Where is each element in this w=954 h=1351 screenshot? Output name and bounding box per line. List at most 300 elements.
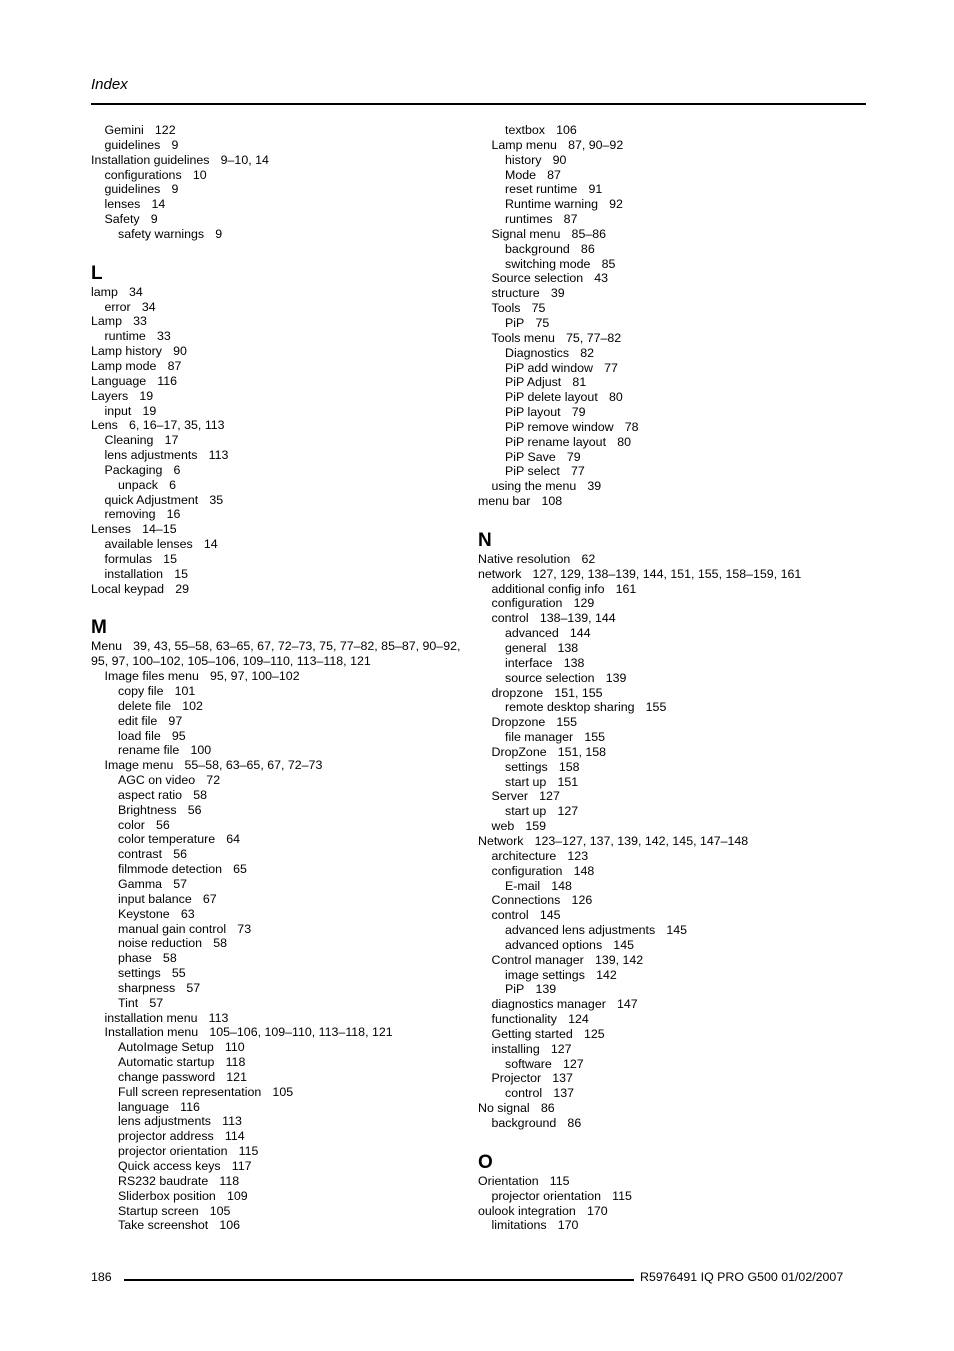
index-entry	[478, 745, 863, 760]
index-page-refs: 118	[219, 1173, 240, 1188]
index-entry	[478, 567, 863, 582]
header-rule	[91, 103, 866, 105]
index-column-right	[478, 123, 863, 1233]
index-term: configurations	[104, 167, 182, 182]
index-page-refs: 90	[552, 152, 567, 167]
index-term: rename file	[118, 743, 180, 758]
index-entry	[478, 671, 863, 686]
index-page-refs: 101	[174, 684, 196, 698]
index-entry	[91, 1189, 476, 1204]
index-term: input balance	[118, 891, 192, 906]
index-page-refs: 95	[171, 728, 186, 743]
index-term: Installation menu	[104, 1025, 199, 1040]
index-term: Lamp menu	[491, 137, 557, 152]
index-page-refs: 122	[154, 123, 176, 137]
index-page-refs: 10	[192, 167, 207, 182]
index-page-refs: 87	[547, 167, 561, 182]
index-term: start up	[505, 774, 547, 789]
index-term: remote desktop sharing	[505, 700, 635, 715]
index-term: image settings	[505, 967, 585, 982]
index-page-refs: 170	[586, 1203, 608, 1218]
index-page-refs: 114	[224, 1129, 245, 1144]
index-term: Mode	[505, 167, 536, 182]
index-entry	[478, 1174, 863, 1189]
index-term: start up	[505, 804, 547, 819]
index-term: language	[118, 1099, 169, 1114]
index-entry	[91, 922, 476, 937]
index-entry	[478, 227, 863, 242]
index-entry	[91, 314, 476, 329]
index-page-refs: 79	[571, 405, 586, 420]
index-page-refs: 151, 158	[557, 744, 606, 759]
index-entry	[91, 907, 476, 922]
index-entry	[91, 669, 476, 684]
index-page-refs: 138–139, 144	[539, 611, 616, 626]
index-page-refs: 145	[539, 908, 561, 923]
index-page-refs: 139	[535, 982, 557, 997]
index-entry	[91, 818, 476, 833]
index-entry	[91, 227, 476, 242]
index-term: additional config info	[491, 581, 605, 596]
index-entry	[91, 1085, 476, 1100]
index-page-refs: 86	[567, 1116, 582, 1130]
index-term: Automatic startup	[118, 1055, 215, 1070]
index-term: PiP layout	[505, 405, 561, 420]
index-term: Brightness	[118, 802, 177, 817]
index-page-refs: 75	[531, 301, 546, 316]
index-term: web	[491, 819, 515, 834]
index-page-refs: 127	[550, 1041, 572, 1056]
index-page-refs: 151	[557, 774, 579, 789]
index-entry	[91, 507, 476, 522]
index-page-refs: 105–106, 109–110, 113–118, 121	[209, 1025, 393, 1040]
index-page-refs: 34	[141, 299, 156, 314]
index-term: dropzone	[491, 685, 544, 700]
index-entry	[478, 611, 863, 626]
index-page-refs: 139, 142	[594, 952, 644, 967]
index-entry	[478, 331, 863, 346]
index-page-refs: 86	[540, 1101, 555, 1116]
index-entry	[478, 182, 863, 197]
index-entry	[478, 375, 863, 390]
index-entry	[91, 951, 476, 966]
index-term: RS232 baudrate	[118, 1173, 209, 1188]
index-term: Tools menu	[491, 330, 555, 345]
index-page-refs: 6	[169, 477, 177, 492]
index-term: functionality	[491, 1012, 557, 1027]
index-term: PiP Adjust	[505, 375, 562, 390]
index-page-refs: 63	[180, 906, 195, 921]
index-entry	[91, 788, 476, 803]
index-entry	[478, 923, 863, 938]
index-page-refs: 147	[617, 997, 638, 1012]
index-term: PiP Save	[505, 449, 556, 464]
index-entry	[91, 329, 476, 344]
index-page-refs: 115	[238, 1144, 259, 1159]
index-page-refs: 9	[171, 137, 179, 152]
index-page-refs: 170	[557, 1218, 579, 1233]
index-term: Lenses	[91, 522, 131, 537]
index-page-refs: 116	[180, 1099, 200, 1114]
index-page-refs: 75	[535, 315, 550, 330]
index-term: Dropzone	[491, 715, 546, 730]
index-entry	[91, 773, 476, 788]
index-page-refs: 139	[605, 670, 627, 685]
index-term: textbox	[505, 123, 545, 137]
index-page-refs: 16	[166, 507, 181, 522]
index-entry	[91, 1204, 476, 1219]
index-page-refs: 14	[151, 197, 166, 212]
index-page-refs: 151, 155	[554, 685, 603, 700]
index-page-refs: 155	[556, 715, 578, 730]
index-page-refs: 33	[133, 314, 147, 329]
index-entry	[91, 552, 476, 567]
index-entry	[478, 982, 863, 997]
index-page-refs: 39	[550, 286, 565, 301]
index-page-refs: 67	[202, 891, 217, 906]
index-entry	[478, 760, 863, 775]
index-entry	[91, 729, 476, 744]
index-term: settings	[505, 759, 548, 774]
index-term: Runtime warning	[505, 197, 598, 212]
index-page-refs: 56	[156, 817, 170, 832]
index-term: removing	[104, 507, 156, 522]
page-header-title: Index	[91, 76, 128, 93]
index-term: Lamp history	[91, 344, 162, 359]
index-page-refs: 19	[139, 388, 154, 403]
index-page-refs: 125	[583, 1026, 605, 1041]
index-page-refs: 138	[563, 655, 585, 670]
index-entry	[478, 938, 863, 953]
index-entry	[91, 1174, 476, 1189]
index-entry	[478, 1057, 863, 1072]
index-entry	[478, 435, 863, 450]
index-term: contrast	[118, 847, 163, 862]
index-entry	[478, 168, 863, 183]
index-page-refs: 109	[226, 1188, 248, 1203]
index-term: lens adjustments	[104, 448, 198, 463]
index-entry	[478, 390, 863, 405]
index-entry	[478, 405, 863, 420]
index-entry	[91, 153, 476, 168]
index-entry	[91, 300, 476, 315]
index-term: Network	[478, 833, 524, 848]
index-term: PiP select	[505, 464, 560, 479]
index-term: Gamma	[118, 876, 163, 891]
index-term: PiP	[505, 982, 525, 997]
index-page-refs: 81	[572, 375, 587, 390]
index-term: interface	[505, 655, 553, 670]
index-page-refs: 58	[162, 951, 177, 966]
index-entry	[478, 700, 863, 715]
index-entry	[91, 1114, 476, 1129]
index-letter-heading: O	[478, 1151, 493, 1173]
index-page-refs: 80	[617, 434, 631, 449]
index-page-refs: 92	[609, 197, 623, 212]
index-page-refs: 87	[563, 212, 578, 227]
index-entry	[91, 684, 476, 699]
index-page-refs: 106	[556, 123, 577, 137]
document-info: R5976491 IQ PRO G500 01/02/2007	[640, 1270, 844, 1284]
index-term: projector address	[118, 1129, 214, 1144]
index-entry	[91, 1040, 476, 1055]
index-entry	[478, 879, 863, 894]
index-entry	[478, 552, 863, 567]
index-entry	[91, 463, 476, 478]
index-term: settings	[118, 966, 161, 981]
index-entry	[478, 968, 863, 983]
index-page-refs: 86	[580, 241, 595, 256]
index-entry	[478, 997, 863, 1012]
index-entry	[91, 493, 476, 508]
index-entry	[91, 1025, 476, 1040]
index-term: Menu	[91, 639, 122, 654]
index-page-refs: 155	[645, 700, 667, 715]
index-entry	[478, 1012, 863, 1027]
index-page-refs: 145	[613, 937, 634, 952]
index-term: network	[478, 566, 522, 581]
index-term: Server	[491, 789, 528, 804]
index-page-refs: 72	[206, 773, 221, 788]
index-entry	[478, 834, 863, 849]
index-page-refs: 58	[213, 936, 227, 951]
index-entry	[91, 758, 476, 773]
index-page-refs: 64	[226, 832, 241, 847]
index-entry	[478, 596, 863, 611]
index-entry	[478, 138, 863, 153]
index-page-refs: 19	[142, 403, 157, 418]
index-entry	[478, 301, 863, 316]
index-term: aspect ratio	[118, 787, 183, 802]
index-page-refs: 78	[624, 419, 639, 434]
index-term: advanced lens adjustments	[505, 923, 656, 938]
index-page-refs: 100	[190, 743, 212, 758]
index-term: history	[505, 152, 542, 167]
index-entry	[478, 1204, 863, 1219]
index-term: Connections	[491, 893, 561, 908]
index-page-refs: 115	[612, 1188, 632, 1203]
index-entry	[478, 656, 863, 671]
index-entry	[91, 138, 476, 153]
index-page-refs: 15	[163, 551, 177, 566]
index-page-refs: 14–15	[142, 522, 177, 537]
index-term: manual gain control	[118, 921, 227, 936]
index-entry	[478, 789, 863, 804]
index-entry	[91, 212, 476, 227]
index-page-refs: 105	[209, 1203, 231, 1218]
index-term: Installation guidelines	[91, 152, 210, 167]
index-entry	[478, 864, 863, 879]
index-entry	[478, 819, 863, 834]
index-term: file manager	[505, 730, 574, 745]
index-page-refs: 105	[272, 1084, 294, 1099]
index-entry	[91, 966, 476, 981]
index-term: Projector	[491, 1071, 542, 1086]
index-term: Native resolution	[478, 551, 571, 566]
index-term: color	[118, 817, 145, 832]
index-term: architecture	[491, 848, 557, 863]
index-entry	[478, 212, 863, 227]
index-entry	[91, 892, 476, 907]
index-entry	[91, 197, 476, 212]
index-entry	[478, 479, 863, 494]
index-page-refs: 15	[174, 566, 189, 581]
index-term: background	[491, 1116, 557, 1130]
index-entry	[91, 344, 476, 359]
index-entry	[478, 908, 863, 923]
footer-rule	[124, 1279, 634, 1281]
index-term: limitations	[491, 1218, 547, 1233]
index-term: load file	[118, 728, 161, 743]
index-page-refs: 57	[149, 995, 164, 1010]
index-page-refs: 144	[569, 626, 591, 641]
index-term: guidelines	[104, 182, 161, 197]
index-term: Lens	[91, 418, 118, 433]
index-page-refs: 127, 129, 138–139, 144, 151, 155, 158–159, 161	[532, 566, 802, 581]
index-page-refs: 113	[222, 1114, 242, 1129]
index-entry	[91, 1100, 476, 1115]
index-page-refs: 137	[552, 1071, 573, 1086]
index-page-refs: 17	[164, 433, 179, 448]
index-page-refs: 116	[157, 373, 178, 388]
index-term: software	[505, 1056, 552, 1071]
index-entry	[478, 953, 863, 968]
index-page-refs: 14	[203, 537, 218, 552]
index-page-refs: 110	[224, 1040, 245, 1055]
index-entry	[91, 582, 476, 597]
index-entry	[478, 1218, 863, 1233]
index-term: Language	[91, 373, 147, 388]
index-term: Startup screen	[118, 1203, 199, 1218]
index-entry	[478, 464, 863, 479]
index-term: Lamp	[91, 314, 122, 329]
index-entry	[91, 168, 476, 183]
index-entry	[91, 639, 476, 669]
index-entry	[478, 715, 863, 730]
index-page-refs: 39	[587, 479, 602, 494]
index-term: error	[104, 299, 131, 314]
index-entry	[478, 286, 863, 301]
index-page-refs: 158	[558, 759, 580, 774]
index-entry	[478, 257, 863, 272]
index-term: DropZone	[491, 744, 547, 759]
index-term: lenses	[104, 197, 141, 212]
index-term: Quick access keys	[118, 1159, 221, 1173]
index-page-refs: 65	[233, 862, 247, 877]
index-entry	[91, 1055, 476, 1070]
index-term: PiP	[505, 315, 525, 330]
index-column-left	[91, 123, 476, 1233]
index-term: AGC on video	[118, 773, 196, 788]
index-page-refs: 95, 97, 100–102	[210, 669, 300, 684]
index-page-refs: 85–86	[571, 226, 607, 241]
index-term: Getting started	[491, 1026, 573, 1041]
index-entry	[91, 418, 476, 433]
index-term: Source selection	[491, 271, 584, 286]
index-entry	[478, 242, 863, 257]
index-term: Signal menu	[491, 226, 561, 241]
index-page-refs: 145	[666, 923, 688, 938]
index-term: runtimes	[505, 212, 553, 227]
index-page-refs: 57	[186, 980, 201, 995]
index-entry	[91, 714, 476, 729]
index-page-refs: 55	[171, 966, 186, 981]
index-page-refs: 138	[557, 641, 579, 655]
index-page-refs: 115	[549, 1173, 570, 1188]
index-term: installation menu	[104, 1010, 198, 1025]
index-entry	[91, 389, 476, 404]
index-term: advanced	[505, 626, 559, 641]
index-entry	[91, 359, 476, 374]
index-term: delete file	[118, 698, 172, 713]
index-term: installing	[491, 1041, 540, 1056]
index-entry	[91, 1218, 476, 1233]
index-page-refs: 126	[571, 893, 593, 908]
index-entry	[91, 448, 476, 463]
index-term: menu bar	[478, 494, 531, 509]
index-entry	[91, 847, 476, 862]
index-entry	[478, 271, 863, 286]
index-page-refs: 9–10, 14	[220, 152, 269, 167]
index-page-refs: 97	[168, 713, 183, 728]
index-entry	[478, 123, 863, 138]
index-page-refs: 29	[175, 581, 189, 596]
index-term: guidelines	[104, 137, 161, 152]
index-entry	[478, 775, 863, 790]
index-page-refs: 58	[193, 787, 208, 802]
index-page-refs: 148	[573, 863, 595, 878]
index-term: Take screenshot	[118, 1218, 209, 1233]
page-number: 186	[91, 1270, 112, 1284]
index-entry	[91, 123, 476, 138]
index-entry	[91, 1159, 476, 1174]
index-entry	[91, 981, 476, 996]
index-term: structure	[491, 286, 540, 301]
index-term: Diagnostics	[505, 345, 570, 360]
index-entry	[478, 316, 863, 331]
index-entry	[91, 996, 476, 1011]
index-entry	[478, 1027, 863, 1042]
index-letter-heading: N	[478, 529, 492, 551]
index-entry	[91, 567, 476, 582]
index-term: advanced options	[505, 937, 603, 952]
index-term: oulook integration	[478, 1203, 576, 1218]
index-page-refs: 148	[551, 878, 572, 893]
index-page-refs: 127	[562, 1056, 584, 1071]
index-term: Keystone	[118, 906, 170, 921]
index-entry	[478, 849, 863, 864]
index-entry	[91, 522, 476, 537]
index-entry	[478, 1086, 863, 1101]
index-entry	[478, 494, 863, 509]
index-page-refs: 159	[525, 819, 547, 834]
index-term: sharpness	[118, 980, 176, 995]
index-term: source selection	[505, 670, 595, 685]
index-page-refs: 118	[225, 1055, 246, 1070]
index-page-refs: 155	[584, 730, 606, 745]
index-term: unpack	[118, 477, 158, 492]
index-entry	[91, 285, 476, 300]
index-page-refs: 108	[541, 494, 563, 509]
index-page-refs: 129	[573, 596, 595, 611]
index-page-refs: 9	[215, 226, 223, 241]
index-entry	[91, 1011, 476, 1026]
index-term: projector orientation	[118, 1144, 228, 1159]
index-page-refs: 124	[568, 1012, 589, 1027]
index-term: installation	[104, 566, 164, 581]
index-term: Packaging	[104, 462, 163, 477]
index-term: background	[505, 241, 570, 256]
